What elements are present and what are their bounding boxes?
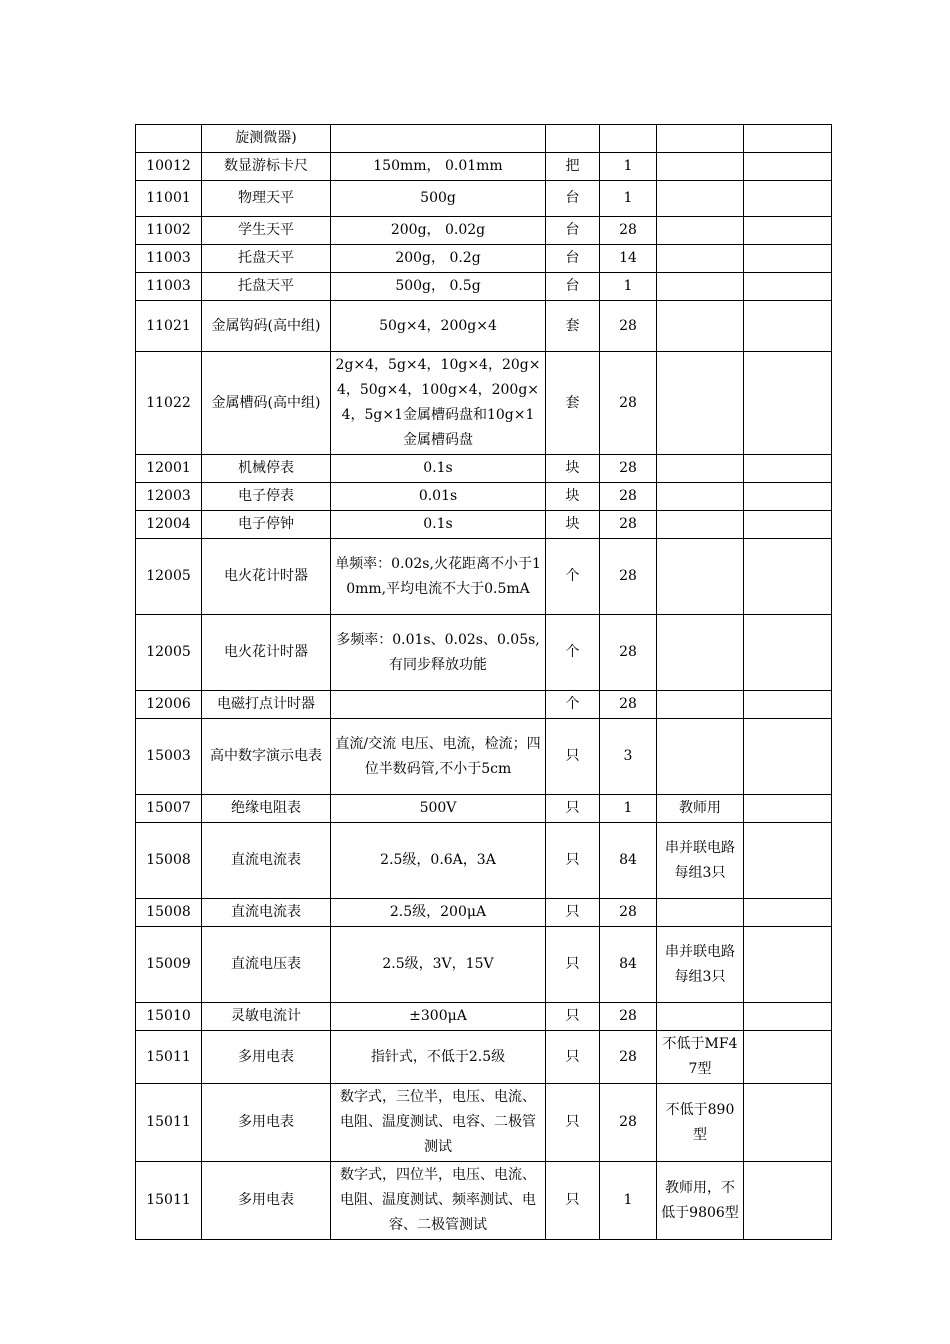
spec-cell: 多频率：0.01s、0.02s、0.05s,有同步释放功能: [331, 615, 546, 691]
name-cell: 电磁打点计时器: [202, 691, 331, 719]
table-row: [136, 1031, 832, 1084]
name-cell: 物理天平: [202, 181, 331, 217]
note-cell: [657, 1003, 744, 1031]
name-cell: 金属槽码(高中组): [202, 352, 331, 455]
table-row: [136, 823, 832, 899]
table-row: [136, 352, 832, 455]
qty-cell: 1: [600, 795, 657, 823]
name-cell: 金属钩码(高中组): [202, 301, 331, 352]
code-cell: 15010: [136, 1003, 202, 1031]
table-row: [136, 795, 832, 823]
qty-cell: 28: [600, 691, 657, 719]
extra-cell: [744, 217, 832, 245]
table-row: [136, 181, 832, 217]
name-cell: 多用电表: [202, 1162, 331, 1240]
unit-cell: 台: [546, 245, 600, 273]
qty-cell: 84: [600, 927, 657, 1003]
unit-cell: 只: [546, 823, 600, 899]
spec-cell: 0.1s: [331, 511, 546, 539]
qty-cell: 28: [600, 1084, 657, 1162]
code-cell: [136, 125, 202, 153]
note-cell: [657, 125, 744, 153]
equipment-table: [135, 124, 832, 1240]
spec-cell: 数字式，四位半，电压、电流、电阻、温度测试、频率测试、电容、二极管测试: [331, 1162, 546, 1240]
code-cell: 12006: [136, 691, 202, 719]
unit-cell: 块: [546, 483, 600, 511]
table-row: [136, 153, 832, 181]
code-cell: 11003: [136, 245, 202, 273]
extra-cell: [744, 352, 832, 455]
extra-cell: [744, 1084, 832, 1162]
unit-cell: 个: [546, 691, 600, 719]
spec-cell: 数字式，三位半，电压、电流、电阻、温度测试、电容、二极管测试: [331, 1084, 546, 1162]
note-cell: 教师用: [657, 795, 744, 823]
code-cell: 12003: [136, 483, 202, 511]
code-cell: 15011: [136, 1084, 202, 1162]
qty-cell: 1: [600, 153, 657, 181]
unit-cell: 只: [546, 719, 600, 795]
code-cell: 15011: [136, 1031, 202, 1084]
extra-cell: [744, 301, 832, 352]
spec-cell: 2g×4，5g×4，10g×4，20g×4，50g×4，100g×4，200g×4，5g×1金属槽码盘和10g×1金属槽码盘: [331, 352, 546, 455]
note-cell: [657, 615, 744, 691]
unit-cell: 只: [546, 927, 600, 1003]
code-cell: 15009: [136, 927, 202, 1003]
extra-cell: [744, 1031, 832, 1084]
note-cell: [657, 691, 744, 719]
extra-cell: [744, 181, 832, 217]
name-cell: 直流电流表: [202, 899, 331, 927]
table-row: [136, 615, 832, 691]
note-cell: 不低于MF47型: [657, 1031, 744, 1084]
spec-cell: 2.5级，0.6A，3A: [331, 823, 546, 899]
qty-cell: 28: [600, 1003, 657, 1031]
note-cell: [657, 511, 744, 539]
extra-cell: [744, 795, 832, 823]
spec-cell: 2.5级，3V，15V: [331, 927, 546, 1003]
note-cell: [657, 719, 744, 795]
spec-cell: 500g: [331, 181, 546, 217]
code-cell: 11001: [136, 181, 202, 217]
qty-cell: 28: [600, 217, 657, 245]
unit-cell: 套: [546, 301, 600, 352]
extra-cell: [744, 899, 832, 927]
note-cell: 不低于890型: [657, 1084, 744, 1162]
qty-cell: 28: [600, 301, 657, 352]
spec-cell: 直流/交流 电压、电流，检流；四位半数码管,不小于5cm: [331, 719, 546, 795]
code-cell: 12001: [136, 455, 202, 483]
name-cell: 灵敏电流计: [202, 1003, 331, 1031]
note-cell: [657, 455, 744, 483]
spec-cell: 指针式，不低于2.5级: [331, 1031, 546, 1084]
note-cell: 串并联电路每组3只: [657, 927, 744, 1003]
spec-cell: 150mm， 0.01mm: [331, 153, 546, 181]
extra-cell: [744, 719, 832, 795]
qty-cell: 1: [600, 1162, 657, 1240]
extra-cell: [744, 823, 832, 899]
note-cell: [657, 273, 744, 301]
code-cell: 15008: [136, 899, 202, 927]
unit-cell: 只: [546, 795, 600, 823]
spec-cell: ±300μA: [331, 1003, 546, 1031]
name-cell: 电子停表: [202, 483, 331, 511]
table-row: [136, 691, 832, 719]
table-row: [136, 1003, 832, 1031]
qty-cell: 28: [600, 511, 657, 539]
code-cell: 12004: [136, 511, 202, 539]
unit-cell: 台: [546, 273, 600, 301]
unit-cell: 套: [546, 352, 600, 455]
spec-cell: 0.01s: [331, 483, 546, 511]
qty-cell: 3: [600, 719, 657, 795]
spec-cell: 单频率：0.02s,火花距离不小于10mm,平均电流不大于0.5mA: [331, 539, 546, 615]
note-cell: 串并联电路每组3只: [657, 823, 744, 899]
unit-cell: 块: [546, 511, 600, 539]
extra-cell: [744, 1162, 832, 1240]
unit-cell: 只: [546, 1084, 600, 1162]
name-cell: 数显游标卡尺: [202, 153, 331, 181]
extra-cell: [744, 539, 832, 615]
unit-cell: 只: [546, 1031, 600, 1084]
name-cell: 多用电表: [202, 1031, 331, 1084]
spec-cell: 0.1s: [331, 455, 546, 483]
qty-cell: 1: [600, 181, 657, 217]
note-cell: [657, 352, 744, 455]
table-row: [136, 455, 832, 483]
code-cell: 11021: [136, 301, 202, 352]
spec-cell: 500g， 0.5g: [331, 273, 546, 301]
name-cell: 高中数字演示电表: [202, 719, 331, 795]
spec-cell: 200g， 0.02g: [331, 217, 546, 245]
name-cell: 多用电表: [202, 1084, 331, 1162]
extra-cell: [744, 927, 832, 1003]
name-cell: 电火花计时器: [202, 615, 331, 691]
qty-cell: 28: [600, 539, 657, 615]
table-body: [136, 125, 832, 1240]
name-cell: 托盘天平: [202, 273, 331, 301]
qty-cell: 28: [600, 352, 657, 455]
name-cell: 学生天平: [202, 217, 331, 245]
unit-cell: 只: [546, 899, 600, 927]
table-row: [136, 899, 832, 927]
name-cell: 直流电流表: [202, 823, 331, 899]
note-cell: [657, 301, 744, 352]
table-row: [136, 719, 832, 795]
spec-cell: 500V: [331, 795, 546, 823]
note-cell: [657, 181, 744, 217]
code-cell: 15011: [136, 1162, 202, 1240]
code-cell: 12005: [136, 615, 202, 691]
table-row: [136, 927, 832, 1003]
name-cell: 电火花计时器: [202, 539, 331, 615]
name-cell: 旋测微器): [202, 125, 331, 153]
qty-cell: 28: [600, 1031, 657, 1084]
code-cell: 15008: [136, 823, 202, 899]
table-row: [136, 273, 832, 301]
extra-cell: [744, 615, 832, 691]
table-row: [136, 301, 832, 352]
code-cell: 15003: [136, 719, 202, 795]
qty-cell: 1: [600, 273, 657, 301]
name-cell: 绝缘电阻表: [202, 795, 331, 823]
spec-cell: [331, 691, 546, 719]
unit-cell: 台: [546, 181, 600, 217]
unit-cell: 台: [546, 217, 600, 245]
qty-cell: 84: [600, 823, 657, 899]
extra-cell: [744, 273, 832, 301]
unit-cell: 只: [546, 1003, 600, 1031]
qty-cell: 14: [600, 245, 657, 273]
table-row: [136, 245, 832, 273]
table-row: [136, 1084, 832, 1162]
table-row: [136, 539, 832, 615]
name-cell: 机械停表: [202, 455, 331, 483]
code-cell: 10012: [136, 153, 202, 181]
note-cell: [657, 899, 744, 927]
spec-cell: 200g， 0.2g: [331, 245, 546, 273]
name-cell: 直流电压表: [202, 927, 331, 1003]
note-cell: [657, 153, 744, 181]
code-cell: 11003: [136, 273, 202, 301]
table-row: [136, 483, 832, 511]
table-row: [136, 217, 832, 245]
code-cell: 11002: [136, 217, 202, 245]
unit-cell: 只: [546, 1162, 600, 1240]
code-cell: 15007: [136, 795, 202, 823]
extra-cell: [744, 455, 832, 483]
extra-cell: [744, 1003, 832, 1031]
unit-cell: 个: [546, 615, 600, 691]
extra-cell: [744, 691, 832, 719]
table-row: [136, 511, 832, 539]
table-row: [136, 125, 832, 153]
qty-cell: 28: [600, 899, 657, 927]
qty-cell: 28: [600, 483, 657, 511]
spec-cell: [331, 125, 546, 153]
unit-cell: [546, 125, 600, 153]
extra-cell: [744, 153, 832, 181]
note-cell: 教师用，不低于9806型: [657, 1162, 744, 1240]
name-cell: 电子停钟: [202, 511, 331, 539]
note-cell: [657, 539, 744, 615]
unit-cell: 把: [546, 153, 600, 181]
note-cell: [657, 217, 744, 245]
extra-cell: [744, 483, 832, 511]
spec-cell: 50g×4，200g×4: [331, 301, 546, 352]
name-cell: 托盘天平: [202, 245, 331, 273]
code-cell: 11022: [136, 352, 202, 455]
qty-cell: 28: [600, 455, 657, 483]
extra-cell: [744, 125, 832, 153]
qty-cell: [600, 125, 657, 153]
unit-cell: 个: [546, 539, 600, 615]
note-cell: [657, 245, 744, 273]
extra-cell: [744, 511, 832, 539]
note-cell: [657, 483, 744, 511]
code-cell: 12005: [136, 539, 202, 615]
spec-cell: 2.5级，200μA: [331, 899, 546, 927]
qty-cell: 28: [600, 615, 657, 691]
unit-cell: 块: [546, 455, 600, 483]
extra-cell: [744, 245, 832, 273]
table-row: [136, 1162, 832, 1240]
